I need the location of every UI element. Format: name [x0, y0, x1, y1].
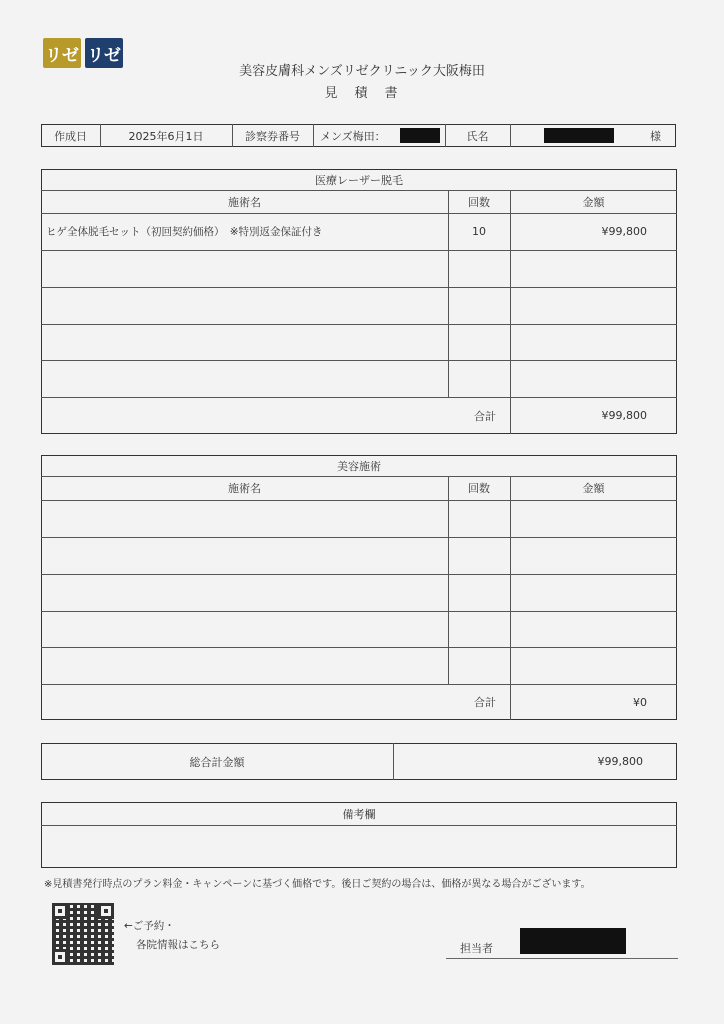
- laser-col-count: 回数: [468, 195, 490, 209]
- beauty-col-count: 回数: [468, 482, 490, 495]
- beauty-col-amount: 金額: [582, 482, 605, 495]
- beauty-col-name: 施術名: [228, 482, 261, 495]
- redacted-name: [544, 128, 614, 143]
- laser-subtotal: ¥99,800: [601, 409, 647, 422]
- laser-subtotal-label: 合計: [474, 409, 496, 423]
- laser-col-name: 施術名: [228, 195, 261, 209]
- date-label: 作成日: [54, 129, 87, 143]
- name-label: 氏名: [466, 129, 489, 143]
- redacted-staff: [520, 928, 626, 954]
- beauty-subtotal-label: 合計: [474, 696, 496, 709]
- beauty-title: 美容施術: [337, 459, 381, 473]
- laser-row-count: 10: [472, 225, 486, 238]
- name-suffix: 様: [650, 129, 661, 143]
- qr-code[interactable]: [52, 903, 114, 965]
- redacted-ticket: [400, 128, 440, 143]
- footnote: ※見積書発行時点のプラン料金・キャンペーンに基づく価格です。後日ご契約の場合は、価格が異なる場合がございます。: [44, 879, 591, 890]
- logo-left: リゼ: [43, 38, 81, 68]
- ticket-value: メンズ梅田：: [320, 129, 386, 143]
- laser-row-amount: ¥99,800: [601, 225, 647, 238]
- ticket-label: 診察券番号: [245, 129, 300, 143]
- laser-row-name: ヒゲ全体脱毛セット（初回契約価格） ※特別返金保証付き: [46, 226, 323, 238]
- remarks-title: 備考欄: [342, 807, 376, 821]
- booking-line1: ←ご予約・: [124, 920, 175, 932]
- staff-label: 担当者: [460, 942, 493, 955]
- logo-right: リゼ: [85, 38, 123, 68]
- laser-title: 医療レーザー脱毛: [315, 173, 403, 187]
- grand-total-label: 総合計金額: [189, 755, 245, 769]
- clinic-name: 美容皮膚科メンズリゼクリニック大阪梅田: [239, 64, 485, 79]
- booking-line2: 各院情報はこちら: [136, 939, 220, 951]
- grand-total-value: ¥99,800: [597, 755, 643, 768]
- beauty-subtotal: ¥0: [633, 695, 647, 709]
- document-title: 見 積 書: [324, 86, 400, 101]
- date-value: 2025年6月1日: [128, 129, 204, 143]
- laser-col-amount: 金額: [582, 195, 605, 209]
